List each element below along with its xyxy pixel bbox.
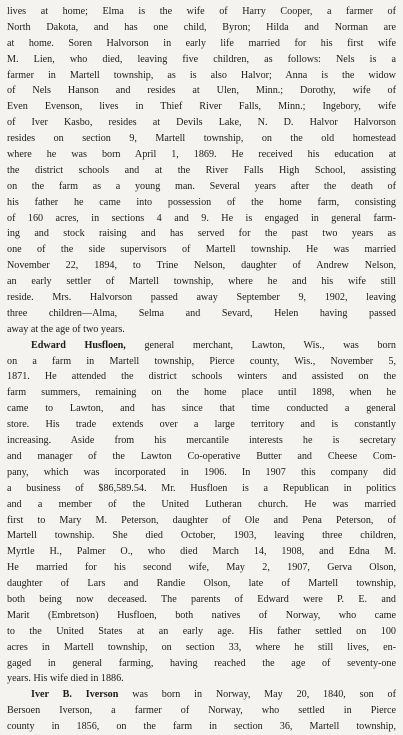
text-line — [7, 52, 396, 68]
line-text: pany, which was incorporated in 1906. In 1907 this company did — [7, 466, 396, 478]
text-line — [7, 258, 396, 274]
line-text: farm summers, remaining on the home place until 1898, when he — [7, 387, 396, 399]
text-line — [7, 481, 396, 497]
text-line — [7, 369, 396, 385]
line-text: one of the side supervisors of Martell township. He was married — [7, 244, 396, 256]
text-line — [7, 719, 396, 735]
text-line — [7, 226, 396, 242]
text-line — [7, 385, 396, 401]
line-text: of 160 acres, in sections 4 and 9. He is engaged in general farm- — [7, 212, 396, 224]
text-line — [7, 195, 396, 211]
text-line — [7, 242, 396, 258]
line-text: store. His trade extends over a large territory and is constantly — [7, 419, 396, 431]
line-text: Even Evenson, lives in Thief River Falls, Minn.; Ingebory, wife — [7, 101, 396, 113]
text-line — [7, 449, 396, 465]
line-text: of Nels Hanson and resides at Ulen, Minn.; Dorothy, wife of — [7, 85, 396, 97]
text-line — [7, 640, 396, 656]
line-text: on a farm in Martell township, Pierce county, Wis., November 5, — [7, 355, 396, 367]
line-text: daughter of Lars and Randie Olson, late of Martell township, — [7, 578, 396, 590]
text-line — [7, 68, 396, 84]
line-text: of Iver Kasbo, resides at Devils Lake, N. D. Halvor Halvorson — [7, 117, 396, 129]
line-text: reside. Mrs. Halvorson passed away September 9, 1902, leaving — [7, 292, 396, 304]
line-text: gaged in general farming, having reached the age of seventy-one — [7, 657, 396, 669]
line-text: and manager of the Lawton Co-operative Butter and Cheese Com- — [7, 450, 396, 462]
line-text: years. His wife died in 1886. — [7, 673, 124, 685]
text-line — [7, 401, 396, 417]
text-line — [7, 115, 396, 131]
text-line — [7, 4, 396, 20]
text-line — [7, 528, 396, 544]
line-text: resides on section 9, Martell township, on the old homestead — [7, 133, 396, 145]
biography-subject-name: Iver B. Iverson — [31, 689, 119, 701]
line-text: county in 1856, on the farm in section 36, Martell township, — [7, 721, 396, 733]
text-line — [7, 211, 396, 227]
line-text: on the farm as a young man. Several years after the death of — [7, 180, 396, 192]
line-text: and a member of the United Lutheran church. He was married — [7, 498, 396, 510]
line-text: lives at home; Elma is the wife of Harry Cooper, a farmer of — [7, 6, 396, 17]
text-line — [7, 592, 396, 608]
text-line — [7, 83, 396, 99]
text-line — [7, 290, 396, 306]
text-line — [7, 306, 396, 322]
text-line — [7, 274, 396, 290]
text-line — [7, 687, 396, 703]
line-text: November 22, 1894, to Trine Nelson, daughter of Andrew Nelson, — [7, 260, 396, 272]
biography-subject-name: Edward Husfloen, — [31, 339, 126, 351]
line-text: came to Lawton, and has since that time conducted a general — [7, 403, 396, 415]
line-text: to the United States at an early age. His father settled on 100 — [7, 625, 396, 637]
line-text: where he was born April 1, 1869. He received his education at — [7, 149, 396, 161]
line-text: three children—Alma, Selma and Sevard, Helen having passed — [7, 307, 396, 319]
text-line — [7, 671, 396, 687]
line-text: an early settler of Martell township, where he and his wife still — [7, 276, 396, 288]
text-line — [7, 624, 396, 640]
line-text: 1871. He attended the district schools winters and assisted on the — [7, 371, 396, 383]
text-line — [7, 163, 396, 179]
text-line — [7, 36, 396, 52]
line-text: away at the age of two years. — [7, 323, 125, 335]
text-line — [7, 656, 396, 672]
line-text: acres in Martell township, on section 33, where he still lives, en- — [7, 641, 396, 653]
text-line — [7, 497, 396, 513]
line-text: his father he came into possession of the home farm, consisting — [7, 196, 396, 208]
line-text: increasing. Aside from his mercantile interests he is secretary — [7, 435, 396, 447]
text-line — [7, 147, 396, 163]
line-text: Marit (Embretson) Husfloen, both natives of Norway, who came — [7, 609, 396, 621]
text-line — [7, 131, 396, 147]
text-line — [7, 513, 396, 529]
text-line — [7, 433, 396, 449]
line-text: Martell township. She died October, 1903, leaving three children, — [7, 530, 396, 542]
text-line — [7, 576, 396, 592]
text-line — [7, 544, 396, 560]
text-line — [7, 179, 396, 195]
line-text: M. Lien, who died, leaving five children, as follows: Nels is a — [7, 53, 396, 65]
line-text: North Dakota, and has one child, Byron; Hilda and Norman are — [7, 21, 396, 33]
line-text: ing and stock raising and has served for the past two years as — [7, 228, 396, 240]
line-text: both being now deceased. The parents of Edward were P. E. and — [7, 593, 396, 605]
line-text: the district schools and at the River Falls High School, assisting — [7, 164, 396, 176]
text-line — [7, 322, 396, 338]
line-text: was born in Norway, May 20, 1840, son of — [118, 689, 396, 701]
text-line — [7, 20, 396, 36]
line-text: Bersoen Iverson, a farmer of Norway, who settled in Pierce — [7, 705, 396, 717]
line-text: Myrtle H., Palmer O., who died March 14, 1908, and Edna M. — [7, 546, 396, 558]
line-text: farmer in Martell township, as is also Halvor; Anna is the widow — [7, 69, 396, 81]
text-line — [7, 703, 396, 719]
text-line — [7, 608, 396, 624]
line-text: general merchant, Lawton, Wis., was born — [125, 339, 396, 351]
line-text: He married for his second wife, May 2, 1907, Gerva Olson, — [7, 562, 396, 574]
text-line — [7, 338, 396, 354]
line-text: first to Mary M. Peterson, daughter of Ole and Pena Peterson, of — [7, 514, 396, 526]
text-line — [7, 354, 396, 370]
text-line — [7, 560, 396, 576]
text-line — [7, 99, 396, 115]
text-line — [7, 417, 396, 433]
text-line — [7, 465, 396, 481]
line-text: at home. Soren Halvorson in early life married for his first wife — [7, 37, 396, 49]
line-text: a business of $86,589.54. Mr. Husfloen is a Republican in politics — [7, 482, 396, 494]
